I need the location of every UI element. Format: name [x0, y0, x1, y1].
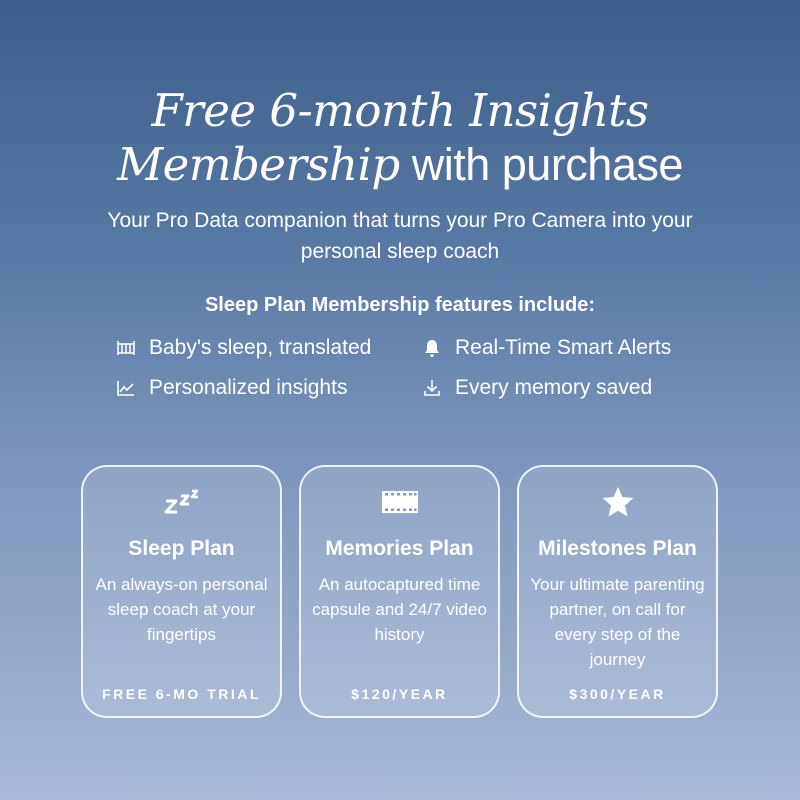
zzz-icon [83, 485, 280, 519]
plan-card-sleep[interactable] [81, 465, 282, 718]
plan-price: $300/YEAR [569, 686, 666, 702]
plan-title: Memories Plan [325, 537, 474, 560]
subtitle: Your Pro Data companion that turns your Pro Camera into your personal sleep coach [107, 209, 693, 263]
plan-description: An autocaptured time capsule and 24/7 video history [312, 575, 487, 644]
plan-description: Your ultimate parenting partner, on call for every step of the journey [530, 575, 705, 669]
feature-item-personalized-insights [115, 376, 347, 400]
feature-item-memory-saved [421, 376, 652, 400]
bell-icon [421, 337, 443, 359]
feature-label: Personalized insights [149, 376, 348, 399]
film-icon [301, 485, 498, 519]
plan-description: An always-on personal sleep coach at your fingertips [95, 575, 268, 644]
headline-italic-text: Membership [117, 138, 400, 191]
plan-price: FREE 6-MO TRIAL [102, 686, 261, 702]
feature-item-smart-alerts [421, 336, 671, 360]
headline-line-2 [0, 138, 800, 192]
feature-label: Baby's sleep, translated [149, 336, 372, 359]
chart-icon [115, 377, 137, 399]
plan-card-memories[interactable] [299, 465, 500, 718]
plan-title: Milestones Plan [538, 537, 697, 560]
plan-title: Sleep Plan [128, 537, 235, 560]
feature-label: Every memory saved [455, 376, 653, 399]
headline-line-1-text: Free 6-month Insights [151, 84, 649, 137]
plan-card-milestones[interactable] [517, 465, 718, 718]
star-icon [519, 485, 716, 519]
headline-line-1 [0, 84, 800, 138]
feature-item-sleep-translated [115, 336, 371, 360]
feature-label: Real-Time Smart Alerts [455, 336, 672, 359]
headline-regular-text: with purchase [411, 139, 683, 190]
plan-price: $120/YEAR [351, 686, 448, 702]
crib-icon [115, 337, 137, 359]
features-title: Sleep Plan Membership features include: [204, 294, 596, 316]
download-icon [421, 377, 443, 399]
